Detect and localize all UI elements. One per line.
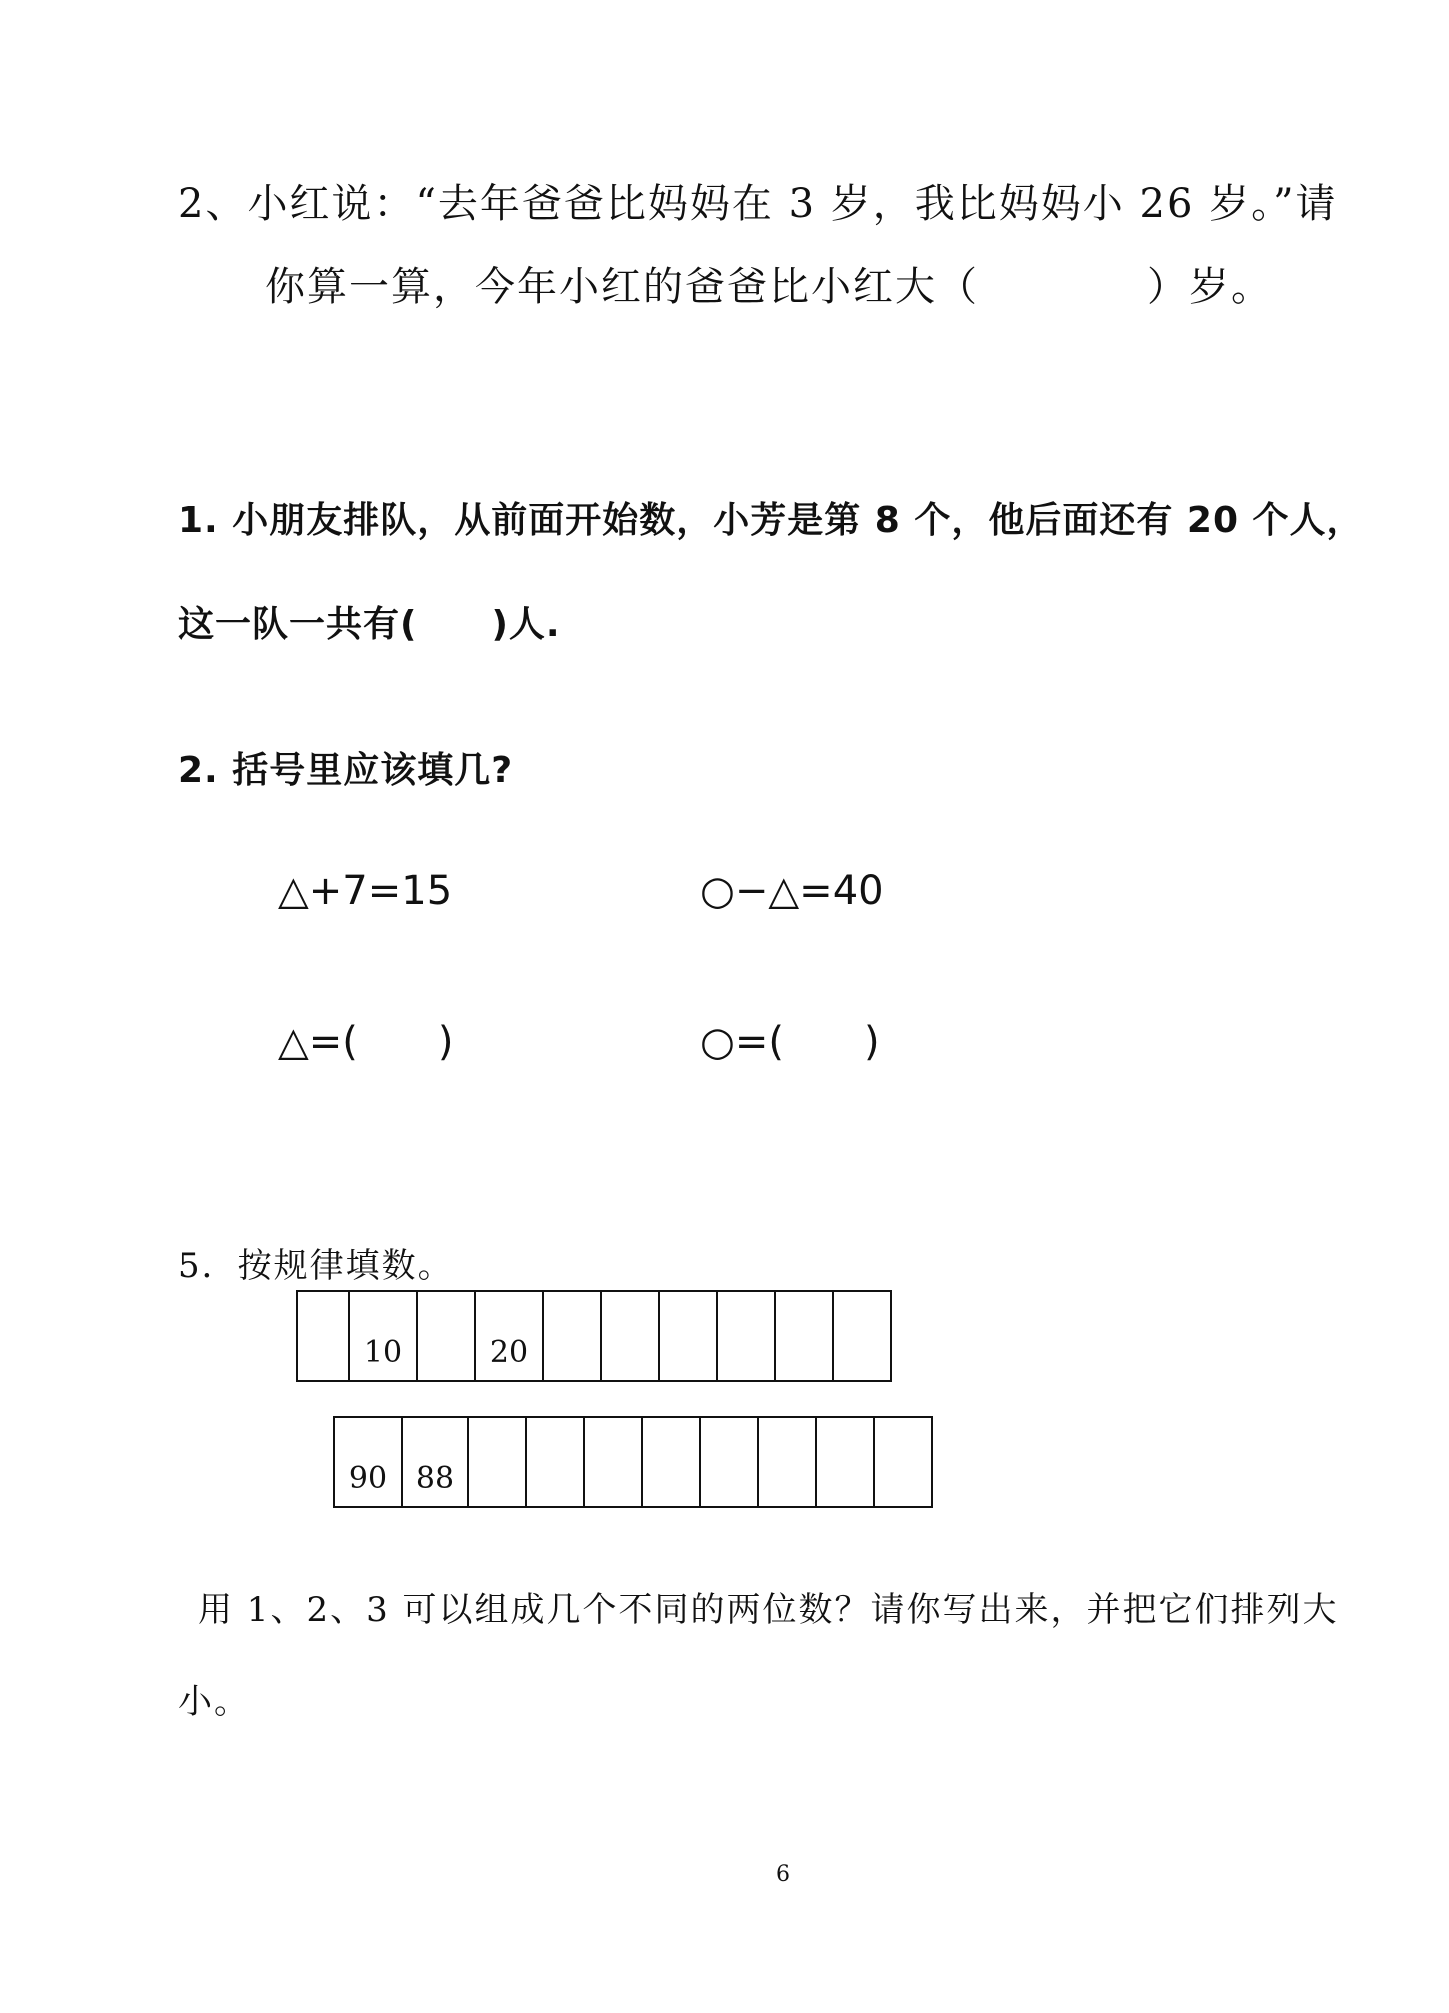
age-question-line-1: 2、小红说：“去年爸爸比妈妈在 3 岁，我比妈妈小 26 岁。”请	[178, 181, 1338, 227]
pattern-cell[interactable]	[759, 1418, 817, 1506]
pattern-cell[interactable]	[834, 1292, 892, 1380]
pattern-cell[interactable]	[817, 1418, 875, 1506]
pattern-question-title: 5．按规律填数。	[178, 1246, 454, 1286]
pattern-cell[interactable]	[776, 1292, 834, 1380]
equation-circle-minus: ○−△=40	[700, 868, 884, 914]
pattern-cell[interactable]	[544, 1292, 602, 1380]
pattern-cell[interactable]	[469, 1418, 527, 1506]
pattern-cell[interactable]	[527, 1418, 585, 1506]
pattern-row-2	[333, 1416, 933, 1508]
page-number: 6	[776, 1862, 790, 1887]
queue-question-line-1: 1. 小朋友排队，从前面开始数，小芳是第 8 个，他后面还有 20 个人，	[178, 500, 1364, 541]
pattern-cell[interactable]: 88	[403, 1418, 469, 1506]
pattern-cell[interactable]: 20	[476, 1292, 544, 1380]
pattern-row-1	[296, 1290, 892, 1382]
queue-question-line-2: 这一队一共有( )人.	[178, 604, 561, 645]
pattern-cell[interactable]: 90	[335, 1418, 403, 1506]
digits-question-line-2: 小。	[178, 1682, 250, 1722]
pattern-cell[interactable]	[585, 1418, 643, 1506]
pattern-cell[interactable]	[643, 1418, 701, 1506]
pattern-cell[interactable]	[602, 1292, 660, 1380]
pattern-cell[interactable]	[875, 1418, 933, 1506]
brackets-question-title: 2. 括号里应该填几?	[178, 750, 514, 791]
digits-question-line-1: 用 1、2、3 可以组成几个不同的两位数？请你写出来，并把它们排列大	[198, 1590, 1339, 1630]
pattern-cell[interactable]	[418, 1292, 476, 1380]
pattern-cell[interactable]	[298, 1292, 350, 1380]
age-question-line-2: 你算一算，今年小红的爸爸比小红大（ ）岁。	[265, 264, 1273, 310]
equation-triangle-plus: △+7=15	[278, 868, 453, 914]
pattern-cell[interactable]	[718, 1292, 776, 1380]
answer-triangle: △=( )	[278, 1019, 454, 1065]
answer-circle: ○=( )	[700, 1019, 880, 1065]
pattern-cell[interactable]	[701, 1418, 759, 1506]
pattern-cell[interactable]	[660, 1292, 718, 1380]
pattern-cell[interactable]: 10	[350, 1292, 418, 1380]
